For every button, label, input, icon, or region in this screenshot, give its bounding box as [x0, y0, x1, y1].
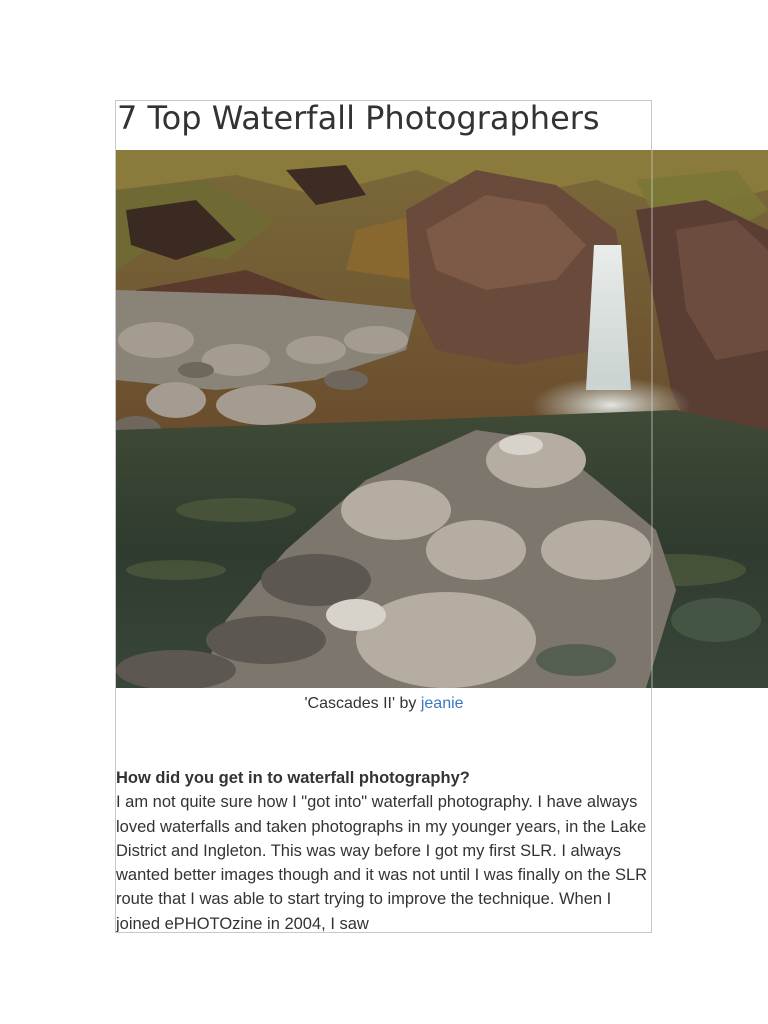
article-body — [116, 766, 650, 932]
caption-text: 'Cascades II' by — [304, 695, 421, 712]
interview-answer: I am not quite sure how I "got into" waterfall photography. I have always loved waterfalls and taken photographs in my younger years, in the Lake District and Ingleton. This was way before I got my first SLR. I always wanted better images though and it was not until I was finally on the SLR route that I was able to start trying to improve the technique. When I joined ePHOTOzine in 2004, I saw — [116, 793, 648, 932]
page-title: 7 Top Waterfall Photographers — [117, 99, 600, 137]
author-link[interactable]: jeanie — [420, 695, 464, 712]
image-caption — [116, 694, 652, 714]
interview-question: How did you get in to waterfall photography? — [116, 769, 470, 787]
waterfall-photo — [116, 150, 768, 688]
